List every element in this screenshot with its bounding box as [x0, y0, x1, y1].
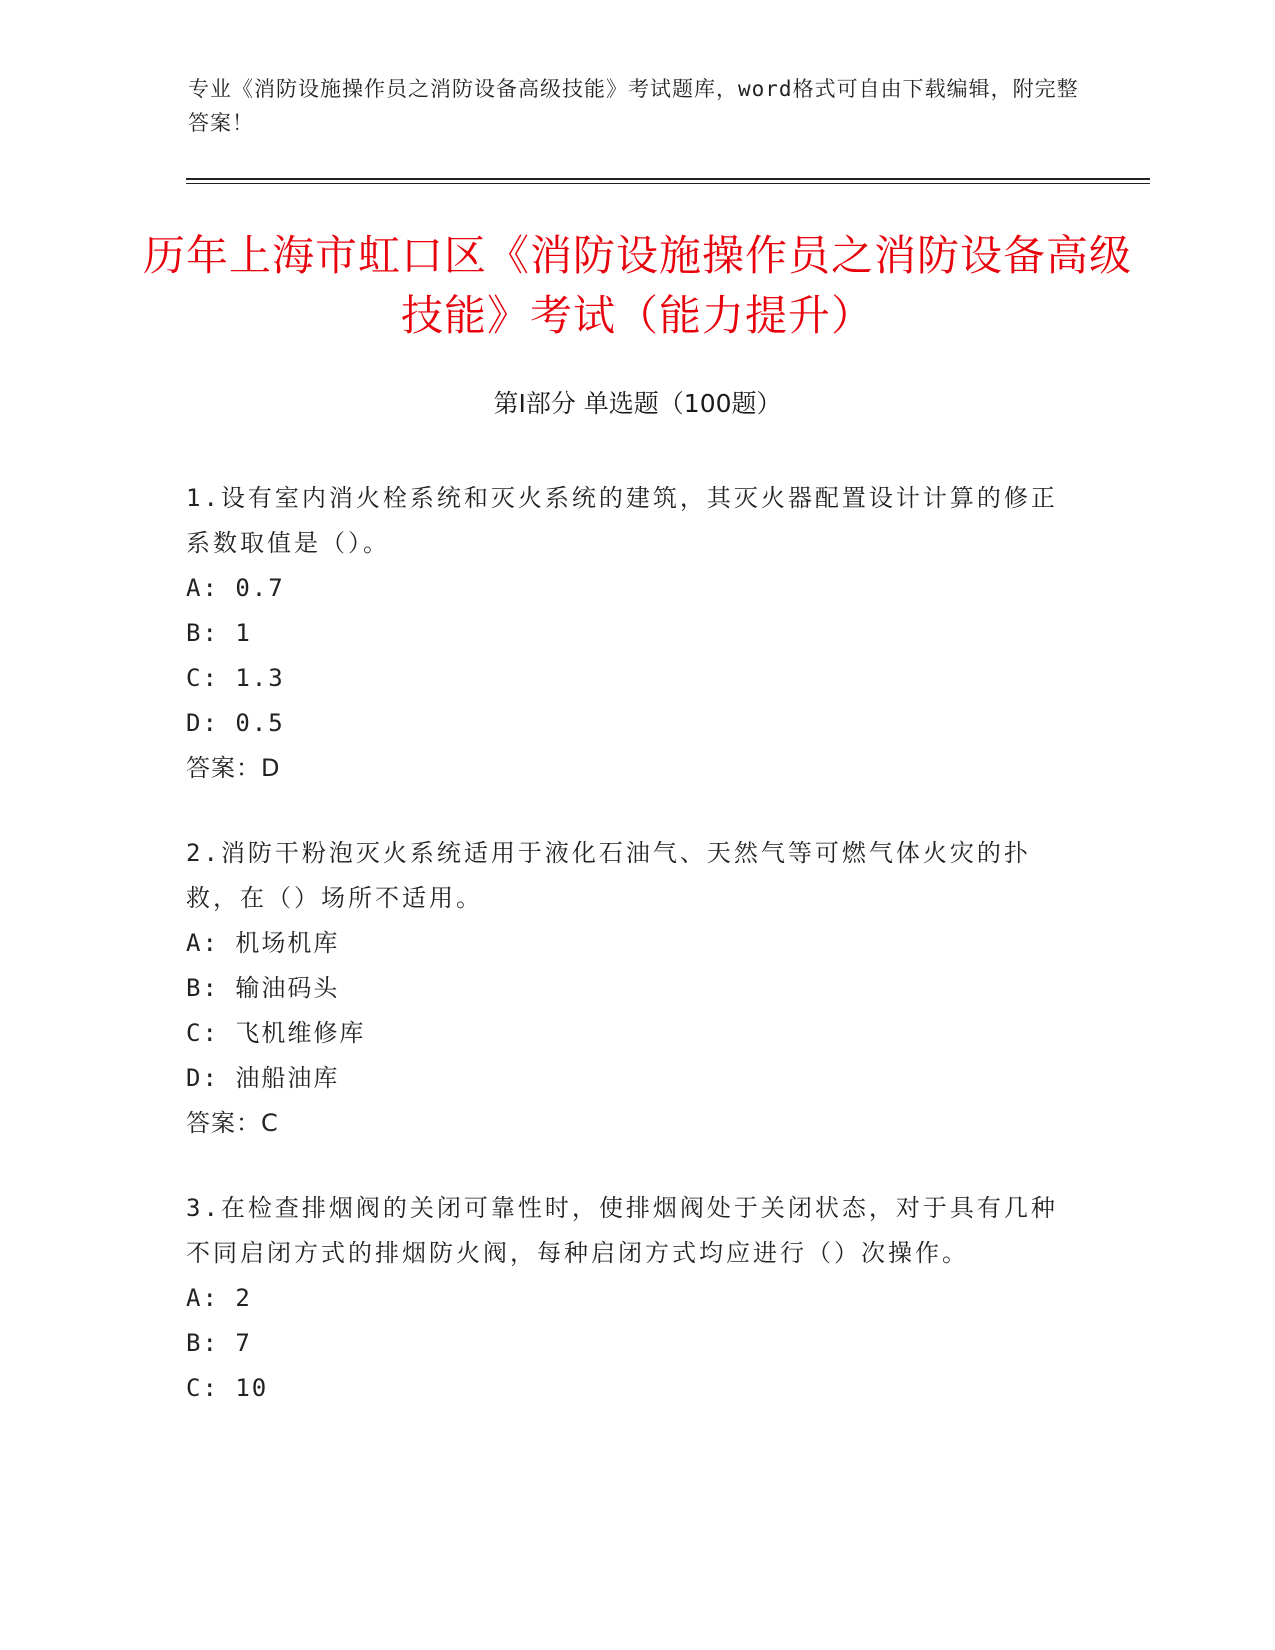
option-c: C: 1.3 [186, 664, 285, 692]
option-d: D: 0.5 [186, 709, 285, 737]
option-a: A: 2 [186, 1284, 252, 1312]
header-divider-thin [186, 183, 1150, 184]
question-stem: 3.在检查排烟阀的关闭可靠性时，使排烟阀处于关闭状态，对于具有几种不同启闭方式的排烟防火阀，每种启闭方式均应进行（）次操作。 [186, 1194, 1058, 1267]
question-list [186, 476, 1066, 1451]
header-note: 专业《消防设施操作员之消防设备高级技能》考试题库，word格式可自由下载编辑，附完整答案！ [188, 77, 1079, 135]
option-c: C: 飞机维修库 [186, 1019, 366, 1047]
option-d: D: 油船油库 [186, 1064, 340, 1092]
question-stem: 1.设有室内消火栓系统和灭火系统的建筑，其灭火器配置设计计算的修正系数取值是（）。 [186, 484, 1058, 557]
option-c: C: 10 [186, 1374, 269, 1402]
option-b: B: 1 [186, 619, 252, 647]
question-stem: 2.消防干粉泡灭火系统适用于液化石油气、天然气等可燃气体火灾的扑救，在（）场所不适用。 [186, 839, 1031, 912]
section-title: 第I部分 单选题（100题） [493, 389, 782, 418]
question-3 [186, 1186, 1066, 1411]
option-b: B: 7 [186, 1329, 252, 1357]
option-a: A: 机场机库 [186, 929, 340, 957]
option-b: B: 输油码头 [186, 974, 340, 1002]
answer-line: 答案：C [186, 1109, 279, 1137]
question-2 [186, 831, 1066, 1146]
answer-line: 答案：D [186, 754, 281, 782]
option-a: A: 0.7 [186, 574, 285, 602]
question-1 [186, 476, 1066, 791]
document-title: 历年上海市虹口区《消防设施操作员之消防设备高级技能》考试（能力提升） [142, 231, 1132, 340]
header-divider-thick [186, 178, 1150, 180]
